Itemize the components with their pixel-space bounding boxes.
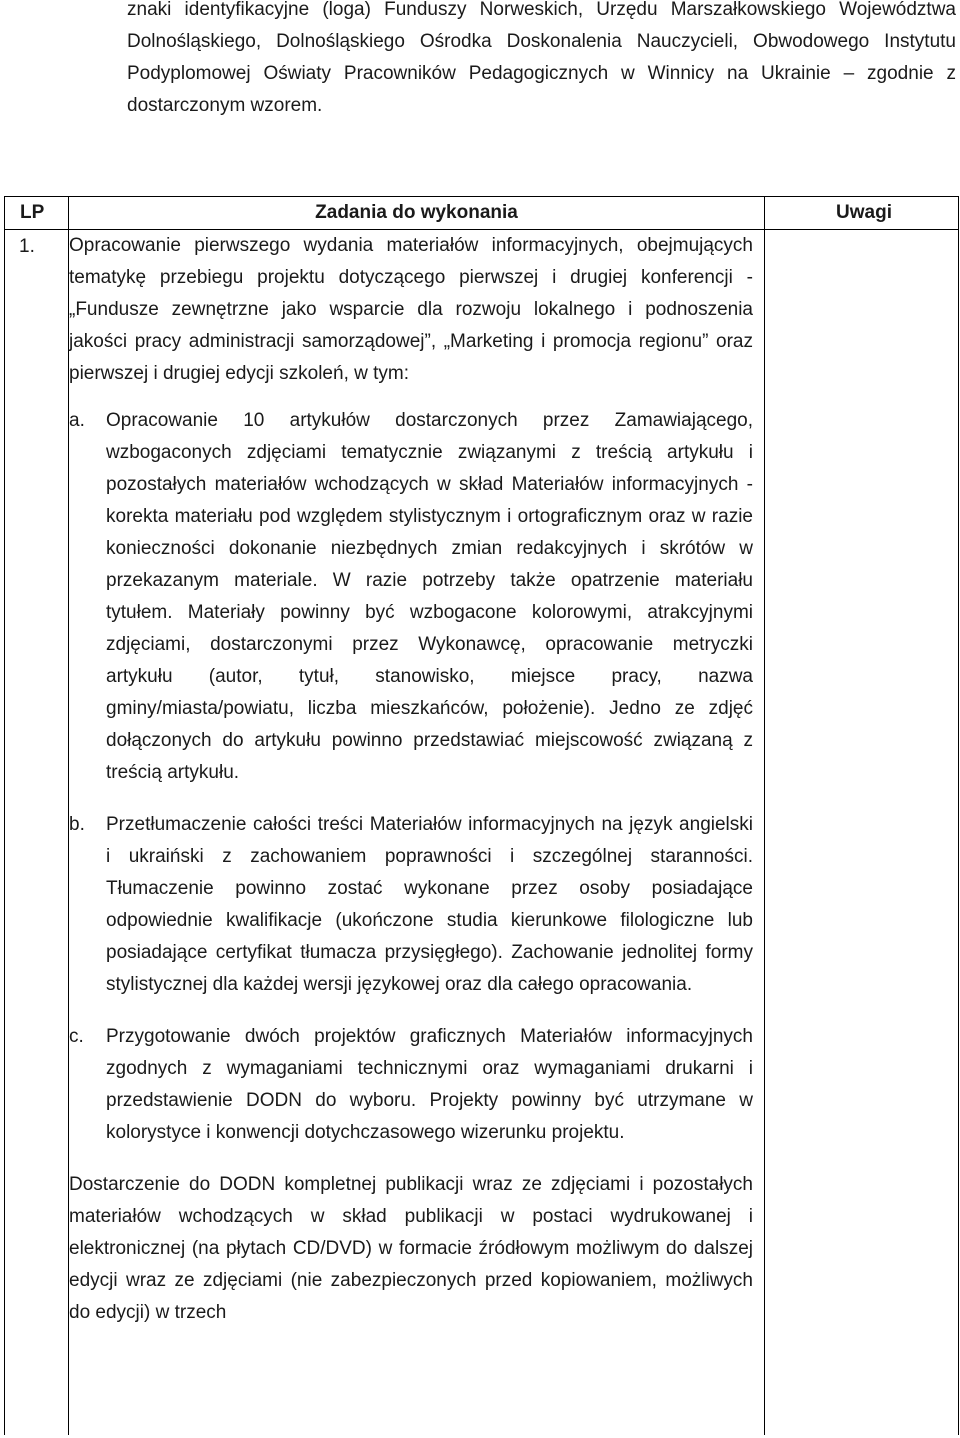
list-item-text: Przetłumaczenie całości treści Materiałów informacyjnych na język angielski i ukraiński z zachowaniem poprawności i szczególnej staranności. Tłumaczenie powinno zostać wykonane przez osoby posiadające odpowiednie kwalifikacje (ukończone studia kierunkowe filologiczne lub posiadające certyfikat tłumacza przysięgłego). Zachowanie jednolitej formy stylistycznej dla każdej wersji językowej oraz dla całego opracowania. <box>106 814 753 995</box>
task-cell <box>69 230 765 1436</box>
list-item-text: Opracowanie 10 artykułów dostarczonych przez Zamawiającego, wzbogaconych zdjęciami tematycznie związanymi z treścią artykułu i pozostałych materiałów wchodzących w skład Materiałów informacyjnych - korekta materiału pod względem stylistycznym i ortograficznym oraz w razie konieczności dokonanie niezbędnych zmian redakcyjnych i skrótów w przekazanym materiale. W razie potrzeby także opatrzenie materiału tytułem. Materiały powinny być wzbogacone kolorowymi, atrakcyjnymi zdjęciami, dostarczonymi przez Wykonawcę, opracowanie metryczki artykułu (autor, tytuł, stanowisko, miejsce pracy, nazwa gminy/miasta/powiatu, liczba mieszkańców, położenie). Jedno ze zdjęć dołączonych do artykułu powinno przedstawiać miejscowość związaną z treścią artykułu. <box>106 410 753 783</box>
notes-cell <box>765 230 959 1436</box>
header-tasks: Zadania do wykonania <box>69 197 765 230</box>
task-closing-paragraph: Dostarczenie do DODN kompletnej publikacji wraz ze zdjęciami i pozostałych materiałów wchodzących w skład publikacji w postaci wydrukowanej i elektronicznej (na płytach CD/DVD) w formacie źródłowym możliwym do dalszej edycji wraz ze zdjęciami (nie zabezpieczonych przed kopiowaniem, możliwych do edycji) w trzech <box>69 1174 753 1323</box>
list-marker: c. <box>69 1026 84 1047</box>
row-number-cell <box>5 230 69 1436</box>
row-number: 1. <box>19 236 35 257</box>
list-item <box>69 1021 764 1149</box>
list-item <box>69 405 764 789</box>
task-intro: Opracowanie pierwszego wydania materiałów informacyjnych, obejmujących tematykę przebiegu projektu dotyczącego pierwszej i drugiej konferencji - „Fundusze zewnętrzne jako wsparcie dla rozwoju lokalnego i podnoszenia jakości pracy administracji samorządowej”, „Marketing i promocja regionu” oraz pierwszej i drugiej edycji szkoleń, w tym: <box>69 235 753 384</box>
tasks-table <box>4 196 959 1435</box>
table-row <box>5 230 959 1436</box>
list-marker: b. <box>69 814 85 835</box>
intro-paragraph: znaki identyfikacyjne (loga) Funduszy Norweskich, Urzędu Marszałkowskiego Województwa Dolnośląskiego, Dolnośląskiego Ośrodka Doskonalenia Nauczycieli, Obwodowego Instytutu Podyplomowej Oświaty Pracowników Pedagogicznych w Winnicy na Ukrainie – zgodnie z dostarczonym wzorem. <box>127 0 956 116</box>
task-sub-list <box>69 405 764 1149</box>
list-marker: a. <box>69 410 85 431</box>
table-header-row <box>5 197 959 230</box>
list-item <box>69 809 764 1001</box>
list-item-text: Przygotowanie dwóch projektów graficznych Materiałów informacyjnych zgodnych z wymaganiami technicznymi oraz wymaganiami drukarni i przedstawienie DODN do wyboru. Projekty powinny być utrzymane w kolorystyce i konwencji dotychczasowego wizerunku projektu. <box>106 1026 753 1143</box>
header-lp: LP <box>5 197 69 230</box>
header-notes: Uwagi <box>765 197 959 230</box>
